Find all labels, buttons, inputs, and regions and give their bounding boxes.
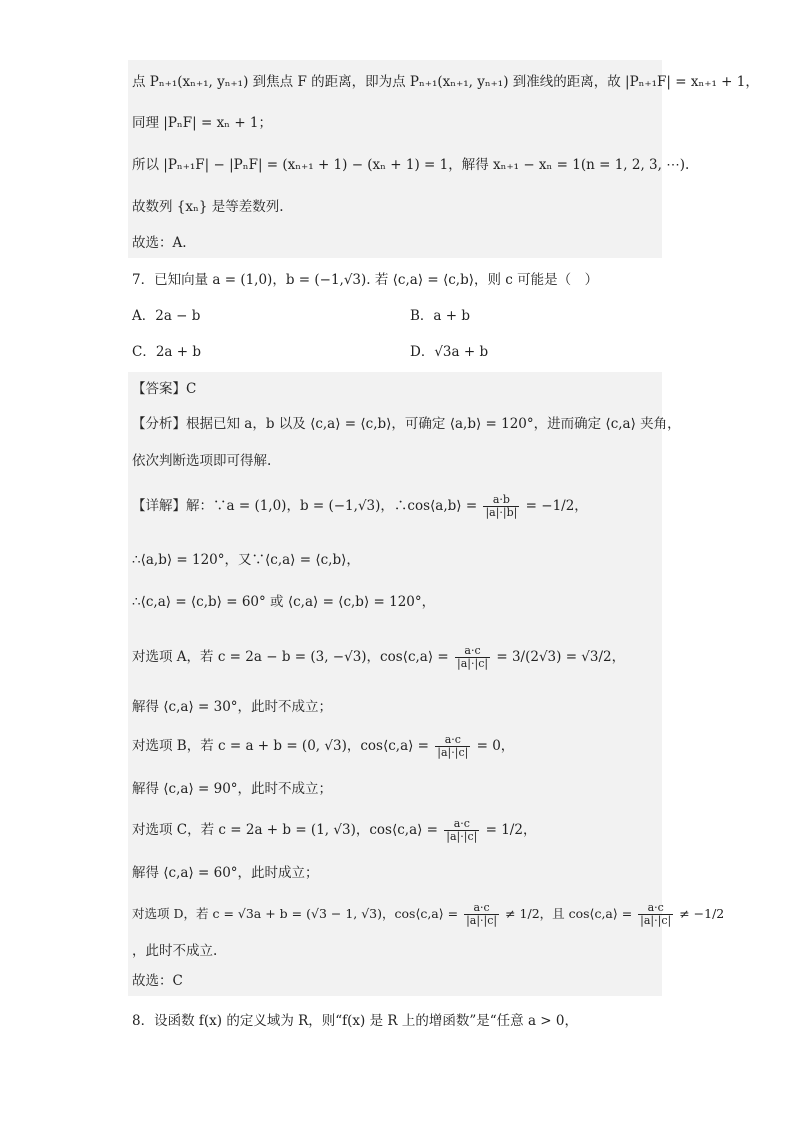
fraction: $\frac{a\cdot c}{|a|\cdot|c|}$ — [437, 733, 469, 759]
detail-option-c-result: 解得 ⟨c,a⟩ = 60°，此时成立； — [132, 865, 319, 881]
fraction: $\frac{a\cdot c}{|a|\cdot|c|}$ — [446, 817, 478, 843]
question-8: 8．设函数 f(x) 的定义域为 R，则“f(x) 是 R 上的增函数”是“任意 a > 0， — [132, 1013, 578, 1029]
detail-d-pre: 对选项 D，若 c = √3a + b = (√3 − 1, √3)，cos⟨c,a⟩ = — [132, 906, 463, 921]
solution-line-4: 故数列 {xₙ} 是等差数列. — [132, 199, 284, 215]
detail-c-post: = 1/2， — [481, 822, 537, 838]
option-b: B．a + b — [410, 308, 471, 324]
detail-option-d — [132, 902, 724, 927]
detail-line-2: ∴⟨a,b⟩ = 120°，又∵⟨c,a⟩ = ⟨c,b⟩， — [132, 552, 360, 568]
analysis-line-2: 依次判断选项即可得解. — [132, 453, 272, 469]
fraction: $\frac{a\cdot c}{|a|\cdot|c|}$ — [640, 901, 672, 927]
final-choice: 故选：C — [132, 973, 183, 989]
fraction: $\frac{a\cdot c}{|a|\cdot|c|}$ — [457, 644, 489, 670]
option-a: A．2a − b — [132, 308, 201, 324]
fraction: $\frac{a\cdot b}{|a|\cdot|b|}$ — [485, 493, 518, 519]
detail-option-a — [132, 645, 625, 670]
detail-line-3: ∴⟨c,a⟩ = ⟨c,b⟩ = 60° 或 ⟨c,a⟩ = ⟨c,b⟩ = 120°， — [132, 594, 436, 610]
detail-option-d-result: ，此时不成立. — [132, 943, 218, 959]
detail-b-post: = 0， — [472, 738, 515, 754]
detail-b-pre: 对选项 B，若 c = a + b = (0, √3)，cos⟨c,a⟩ = — [132, 738, 434, 754]
option-d: D．√3a + b — [410, 344, 489, 360]
detail-1-pre: 【详解】解：∵a = (1,0)，b = (−1,√3)，∴cos⟨a,b⟩ = — [132, 498, 482, 514]
detail-d-post: ≠ −1/2 — [675, 906, 725, 921]
detail-option-b-result: 解得 ⟨c,a⟩ = 90°，此时不成立； — [132, 781, 333, 797]
solution-line-2: 同理 |PₙF| = xₙ + 1； — [132, 115, 273, 131]
solution-line-3: 所以 |Pₙ₊₁F| − |PₙF| = (xₙ₊₁ + 1) − (xₙ + 1) = 1，解得 xₙ₊₁ − xₙ = 1(n = 1, 2, 3, ⋯). — [132, 157, 690, 173]
detail-d-mid: ≠ 1/2，且 cos⟨c,a⟩ = — [501, 906, 637, 921]
detail-line-1 — [132, 494, 588, 519]
detail-a-pre: 对选项 A，若 c = 2a − b = (3, −√3)，cos⟨c,a⟩ = — [132, 649, 454, 665]
solution-line-1: 点 Pₙ₊₁(xₙ₊₁, yₙ₊₁) 到焦点 F 的距离，即为点 Pₙ₊₁(xₙ₊₁, yₙ₊₁) 到准线的距离，故 |Pₙ₊₁F| = xₙ₊₁ + 1， — [132, 74, 759, 90]
option-c: C．2a + b — [132, 344, 202, 360]
detail-c-pre: 对选项 C，若 c = 2a + b = (1, √3)，cos⟨c,a⟩ = — [132, 822, 443, 838]
detail-a-post: = 3/(2√3) = √3/2， — [492, 649, 626, 665]
fraction: $\frac{a\cdot c}{|a|\cdot|c|}$ — [466, 901, 498, 927]
detail-option-b — [132, 734, 514, 759]
solution-line-5: 故选：A. — [132, 235, 187, 251]
answer-line: 【答案】C — [132, 381, 197, 397]
analysis-line-1: 【分析】根据已知 a，b 以及 ⟨c,a⟩ = ⟨c,b⟩，可确定 ⟨a,b⟩ = 120°，进而确定 ⟨c,a⟩ 夹角， — [132, 416, 681, 432]
detail-option-a-result: 解得 ⟨c,a⟩ = 30°，此时不成立； — [132, 699, 333, 715]
question-7: 7．已知向量 a = (1,0)，b = (−1,√3). 若 ⟨c,a⟩ = ⟨c,b⟩，则 c 可能是（ ） — [132, 272, 599, 288]
detail-option-c — [132, 818, 536, 843]
detail-1-post: = −1/2， — [521, 498, 588, 514]
